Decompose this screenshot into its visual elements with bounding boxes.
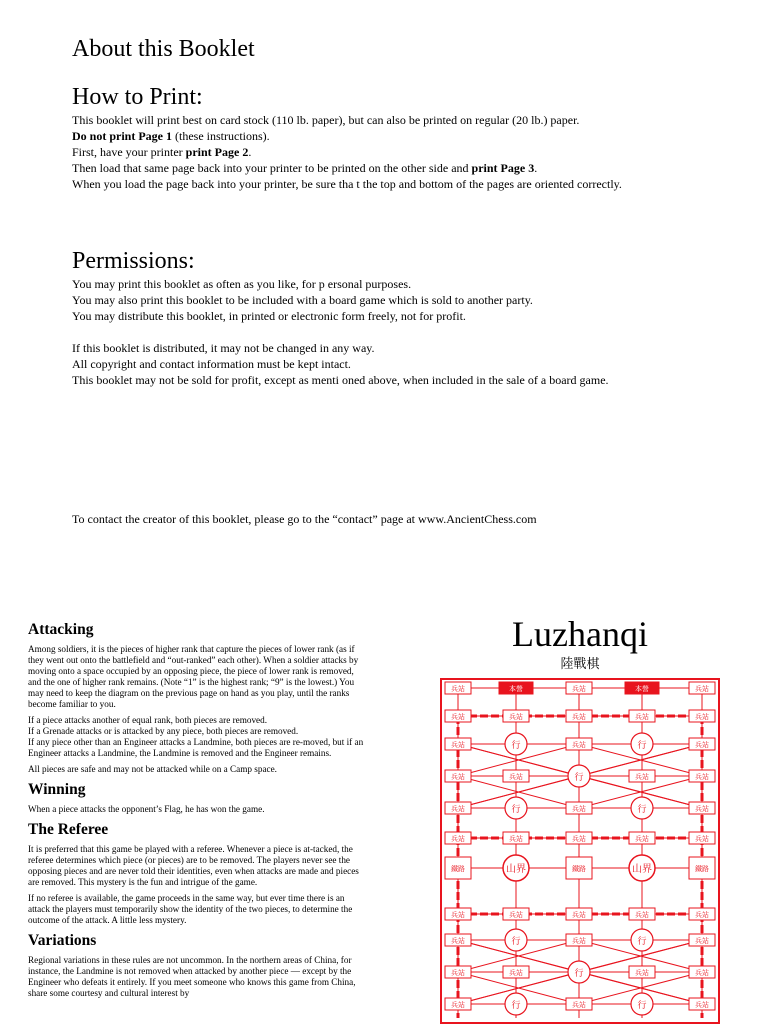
post-label: 兵站	[572, 685, 586, 693]
camp-label: 行	[574, 969, 584, 979]
camp-label: 行	[637, 741, 647, 751]
post-label: 兵站	[451, 713, 465, 721]
referee-paragraph-2: If no referee is available, the game proceeds in the same way, but ever time there is an attack the players must temporarily show the identity of the two pieces, to determine the outcome of the attack. A little less mystery.	[28, 893, 353, 925]
perm-line-3: You may distribute this booklet, in printed or electronic form freely, not for profit.	[72, 309, 466, 323]
front-line-label: 鐵路	[451, 865, 465, 873]
post-label: 兵站	[695, 685, 709, 693]
cond-line-1: If this booklet is distributed, it may not be changed in any way.	[72, 341, 375, 355]
attacking-paragraph-3: If a Grenade attacks or is attacked by any piece, both pieces are removed.	[28, 726, 299, 736]
mountain-label: 山界	[506, 864, 526, 875]
attacking-paragraph-4: If any piece other than an Engineer attacks a Landmine, both pieces are re-moved, but if an Engineer attacks a Landmine, the Landmine is removed and the Engineer remains.	[28, 737, 364, 758]
post-label: 兵站	[695, 835, 709, 843]
post-label: 兵站	[572, 1001, 586, 1009]
post-label: 兵站	[572, 911, 586, 919]
camp-label: 行	[637, 937, 647, 947]
post-label: 兵站	[572, 713, 586, 721]
post-label: 兵站	[635, 969, 649, 977]
perm-line-2: You may also print this booklet to be included with a board game which is sold to another party.	[72, 293, 533, 307]
winning-heading: Winning	[28, 781, 86, 798]
how-line-3: First, have your printer print Page 2.	[72, 145, 252, 159]
post-label: 兵站	[509, 969, 523, 977]
winning-paragraph: When a piece attacks the opponent’s Flag, he has won the game.	[28, 804, 265, 814]
post-label: 兵站	[509, 911, 523, 919]
post-label: 兵站	[695, 713, 709, 721]
mountain-label: 山界	[632, 864, 652, 875]
post-label: 兵站	[451, 685, 465, 693]
cond-line-3: This booklet may not be sold for profit, except as menti oned above, when included in the sale of a board game.	[72, 373, 609, 387]
post-label: 兵站	[451, 805, 465, 813]
permissions-heading: Permissions:	[72, 248, 195, 274]
camp-label: 行	[637, 1001, 647, 1011]
post-label: 兵站	[451, 937, 465, 945]
camp-label: 行	[637, 805, 647, 815]
post-label: 兵站	[695, 911, 709, 919]
camp-label: 行	[511, 1001, 521, 1011]
post-label: 兵站	[509, 713, 523, 721]
perm-line-1: You may print this booklet as often as you like, for p ersonal purposes.	[72, 277, 412, 291]
how-line-4: Then load that same page back into your printer to be printed on the other side and print Page 3.	[72, 161, 538, 175]
camp-label: 行	[574, 773, 584, 783]
post-label: 兵站	[635, 911, 649, 919]
luzhanqi-board	[440, 678, 720, 1024]
headquarters-label: 本營	[635, 685, 649, 693]
post-label: 兵站	[451, 835, 465, 843]
how-to-print-heading: How to Print:	[72, 84, 203, 110]
post-label: 兵站	[572, 741, 586, 749]
post-label: 兵站	[635, 773, 649, 781]
headquarters-label: 本營	[509, 685, 523, 693]
how-line-1: This booklet will print best on card stock (110 lb. paper), but can also be printed on regular (20 lb.) paper.	[72, 113, 580, 127]
post-label: 兵站	[509, 835, 523, 843]
post-label: 兵站	[451, 1001, 465, 1009]
post-label: 兵站	[695, 969, 709, 977]
post-label: 兵站	[695, 1001, 709, 1009]
camp-label: 行	[511, 937, 521, 947]
front-line-label: 鐵路	[572, 865, 586, 873]
how-line-5: When you load the page back into your printer, be sure tha t the top and bottom of the pages are oriented correctly.	[72, 177, 622, 191]
post-label: 兵站	[635, 713, 649, 721]
post-label: 兵站	[695, 805, 709, 813]
post-label: 兵站	[695, 741, 709, 749]
attacking-paragraph-1: Among soldiers, it is the pieces of higher rank that capture the pieces of lower rank (as if they went out onto the battlefield and “out-ranked” each other). When a soldier attacks by moving onto a space occupied by an opposing piece, the piece of lower rank is removed, and the one of higher rank remains. (Note “1” is the highest rank; “9” is the lowest.) You may need to keep the diagram on the previous page on hand as you play, until the ranks become familiar to you.	[28, 644, 359, 709]
post-label: 兵站	[572, 835, 586, 843]
post-label: 兵站	[635, 835, 649, 843]
cond-line-2: All copyright and contact information must be kept intact.	[72, 357, 351, 371]
attacking-heading: Attacking	[28, 621, 94, 638]
post-label: 兵站	[451, 773, 465, 781]
about-section	[72, 34, 732, 388]
post-label: 兵站	[572, 937, 586, 945]
post-label: 兵站	[509, 773, 523, 781]
camp-label: 行	[511, 805, 521, 815]
referee-paragraph-1: It is preferred that this game be played with a referee. Whenever a piece is at-tacked, the referee determines which piece (or pieces) are to be removed. The players never see the opposing pieces and are never told their identities, even when attacks are made and pieces are removed. This mystery is the fun and intrigue of the game.	[28, 844, 359, 887]
camp-label: 行	[511, 741, 521, 751]
post-label: 兵站	[451, 741, 465, 749]
post-label: 兵站	[695, 937, 709, 945]
attacking-paragraph-5: All pieces are safe and may not be attacked while on a Camp space.	[28, 764, 277, 774]
how-line-2: Do not print Page 1 (these instructions).	[72, 129, 270, 143]
contact-line: To contact the creator of this booklet, please go to the “contact” page at www.AncientChess.com	[72, 512, 537, 526]
post-label: 兵站	[695, 773, 709, 781]
referee-heading: The Referee	[28, 821, 109, 838]
post-label: 兵站	[451, 911, 465, 919]
post-label: 兵站	[572, 805, 586, 813]
front-line-label: 鐵路	[695, 865, 709, 873]
page-title: About this Booklet	[72, 36, 255, 62]
variations-heading: Variations	[28, 932, 97, 949]
board-title: Luzhanqi	[512, 614, 648, 654]
post-label: 兵站	[451, 969, 465, 977]
attacking-paragraph-2: If a piece attacks another of equal rank, both pieces are removed.	[28, 715, 268, 725]
variations-paragraph: Regional variations in these rules are not uncommon. In the northern areas of China, for instance, the Landmine is not removed when attacked by another piece — except by the Engineer who defeats it entirely. If you meet someone who knows this game from China, share some courtesy and cultural interest by	[28, 955, 356, 998]
board-subtitle: 陸戰棋	[560, 657, 600, 672]
rules-column	[28, 620, 368, 1004]
